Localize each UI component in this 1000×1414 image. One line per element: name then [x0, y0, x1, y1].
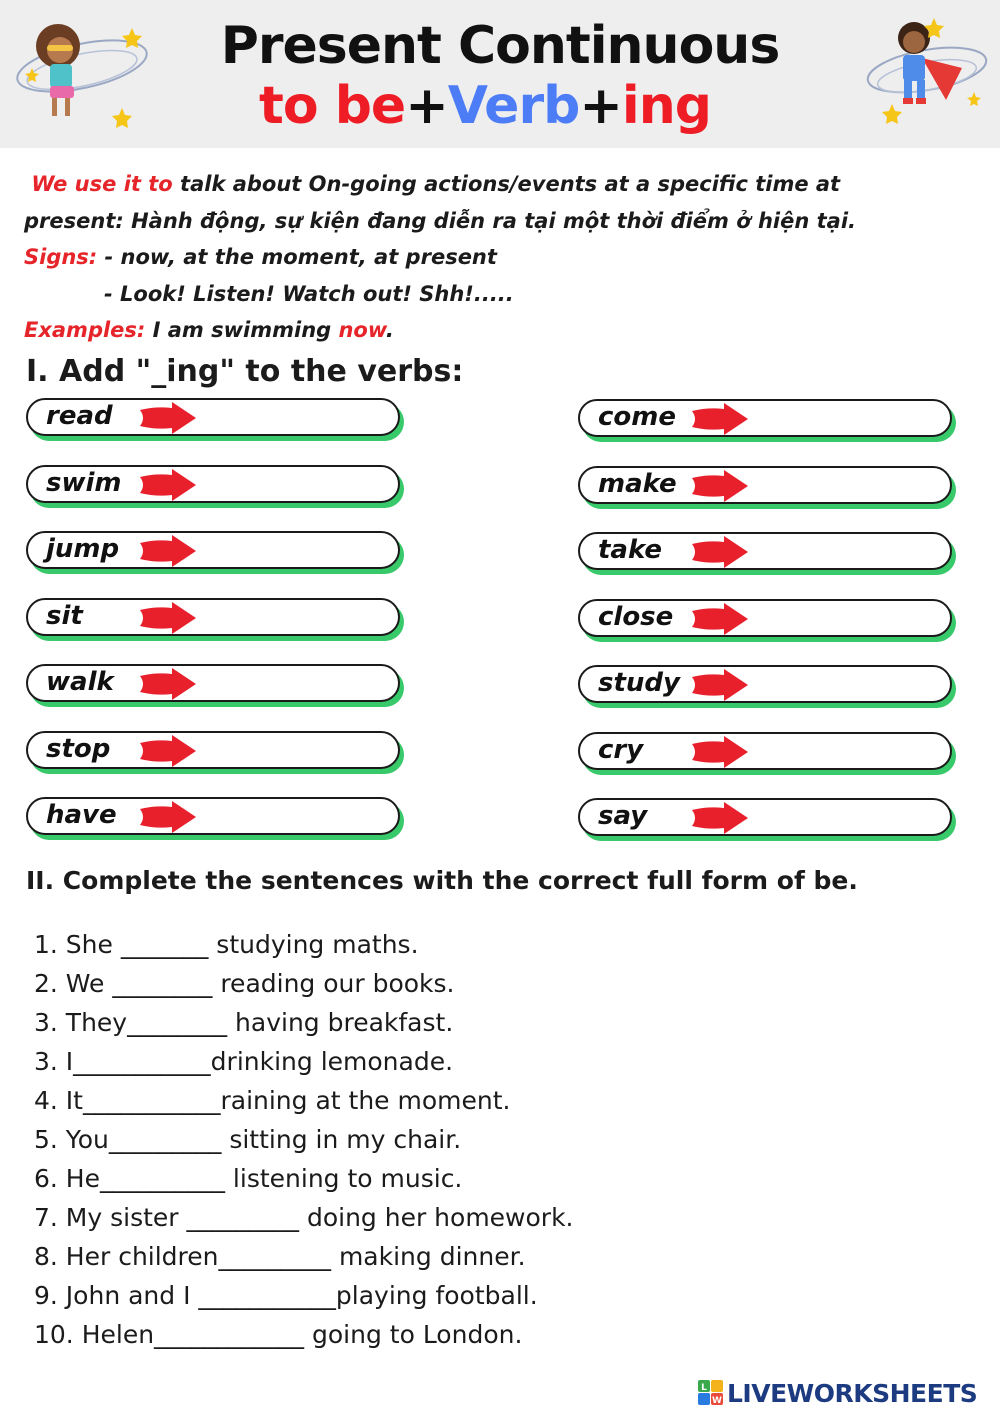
verb-label: jump [46, 534, 120, 564]
signs-line-2: - Look! Listen! Watch out! Shh!..... [104, 281, 514, 306]
sentence-item[interactable]: 3. I___________drinking lemonade. [34, 1047, 454, 1076]
verb-label: cry [598, 735, 644, 765]
red-arrow-icon [690, 603, 750, 635]
verb-ing-answer-input[interactable] [758, 605, 942, 635]
verb-label: close [598, 602, 674, 632]
red-arrow-icon [690, 403, 750, 435]
example-keyword: now [338, 318, 386, 342]
logo-letter-w: W [712, 1396, 722, 1406]
signs-line-1 [24, 239, 984, 276]
verb-label: walk [46, 667, 114, 697]
red-arrow-icon [690, 470, 750, 502]
verb-pill-left-3 [26, 598, 400, 636]
formula-plus-1: + [405, 76, 448, 136]
sentence-item[interactable]: 1. She _______ studying maths. [34, 930, 419, 959]
sentence-item[interactable]: 4. It___________raining at the moment. [34, 1086, 511, 1115]
red-arrow-icon [138, 602, 198, 634]
usage-line-1 [24, 166, 984, 203]
verb-pill-left-0 [26, 398, 400, 436]
verb-ing-answer-input[interactable] [758, 804, 942, 834]
usage-label: We use it to [31, 172, 173, 196]
red-arrow-icon [138, 535, 198, 567]
verb-pill-right-6 [578, 798, 952, 836]
verb-label: sit [46, 601, 83, 631]
superhero-boy-illustration-icon [862, 8, 992, 133]
liveworksheets-logo-icon [698, 1380, 724, 1406]
formula-subtitle [0, 76, 970, 136]
verb-ing-answer-input[interactable] [206, 737, 390, 767]
red-arrow-icon [138, 735, 198, 767]
example-text: I am swimming [145, 318, 339, 342]
signs-label: Signs: [24, 245, 98, 269]
sentence-item[interactable]: 3. They________ having breakfast. [34, 1008, 454, 1037]
red-arrow-icon [690, 802, 750, 834]
usage-line-2: present: Hành động, sự kiện đang diễn ra tại một thời điểm ở hiện tại. [24, 208, 857, 233]
sentence-item[interactable]: 6. He__________ listening to music. [34, 1164, 463, 1193]
verb-pill-right-2 [578, 532, 952, 570]
page-title: Present Continuous [220, 16, 780, 76]
red-arrow-icon [690, 536, 750, 568]
verb-label: swim [46, 468, 122, 498]
sentence-item[interactable]: 10. Helen____________ going to London. [34, 1320, 523, 1349]
verb-ing-answer-input[interactable] [206, 670, 390, 700]
verb-ing-answer-input[interactable] [758, 472, 942, 502]
sentence-item[interactable]: 8. Her children_________ making dinner. [34, 1242, 526, 1271]
logo-letter-l: L [701, 1383, 707, 1393]
verb-label: read [46, 401, 113, 431]
verb-pill-right-1 [578, 466, 952, 504]
red-arrow-icon [138, 801, 198, 833]
verb-ing-answer-input[interactable] [206, 404, 390, 434]
verb-pill-right-4 [578, 665, 952, 703]
sentence-item[interactable]: 5. You_________ sitting in my chair. [34, 1125, 462, 1154]
verb-label: take [598, 535, 662, 565]
red-arrow-icon [138, 469, 198, 501]
verb-pill-left-4 [26, 664, 400, 702]
verb-ing-answer-input[interactable] [758, 405, 942, 435]
verb-label: stop [46, 734, 111, 764]
verb-ing-answer-input[interactable] [206, 537, 390, 567]
example-end: . [385, 318, 394, 342]
verb-ing-answer-input[interactable] [206, 803, 390, 833]
red-arrow-icon [138, 402, 198, 434]
verb-ing-answer-input[interactable] [206, 604, 390, 634]
verb-label: come [598, 402, 676, 432]
red-arrow-icon [138, 668, 198, 700]
verb-pill-right-3 [578, 599, 952, 637]
verb-pill-left-2 [26, 531, 400, 569]
formula-verb: Verb [447, 76, 580, 136]
formula-plus-2: + [579, 76, 622, 136]
formula-to-be: to be [259, 76, 406, 136]
verb-ing-answer-input[interactable] [206, 471, 390, 501]
liveworksheets-brand [698, 1378, 977, 1408]
verb-pill-left-6 [26, 797, 400, 835]
section1-title: I. Add "_ing" to the verbs: [26, 354, 464, 389]
usage-text: talk about On-going actions/events at a specific time at [172, 172, 841, 196]
verb-label: have [46, 800, 117, 830]
verb-pill-left-5 [26, 731, 400, 769]
verb-pill-left-1 [26, 465, 400, 503]
verb-pill-right-5 [578, 732, 952, 770]
brand-text: LIVEWORKSHEETS [727, 1378, 978, 1408]
verb-ing-answer-input[interactable] [758, 538, 942, 568]
examples-label: Examples: [24, 318, 146, 342]
verb-label: study [598, 668, 680, 698]
examples-line [24, 312, 984, 349]
section2-title: II. Complete the sentences with the correct full form of be. [26, 866, 858, 895]
sentence-item[interactable]: 7. My sister _________ doing her homework. [34, 1203, 574, 1232]
sentence-list [34, 925, 574, 1354]
header-banner [0, 0, 1000, 148]
sentence-item[interactable]: 2. We ________ reading our books. [34, 969, 455, 998]
red-arrow-icon [690, 736, 750, 768]
sentence-item[interactable]: 9. John and I ___________playing football. [34, 1281, 538, 1310]
red-arrow-icon [690, 669, 750, 701]
verb-pill-right-0 [578, 399, 952, 437]
verb-ing-answer-input[interactable] [758, 738, 942, 768]
verb-ing-answer-input[interactable] [758, 671, 942, 701]
verb-label: make [598, 469, 677, 499]
verb-label: say [598, 801, 648, 831]
signs-text-1: - now, at the moment, at present [97, 245, 497, 269]
formula-ing: ing [621, 76, 711, 136]
intro-notes [24, 166, 984, 349]
